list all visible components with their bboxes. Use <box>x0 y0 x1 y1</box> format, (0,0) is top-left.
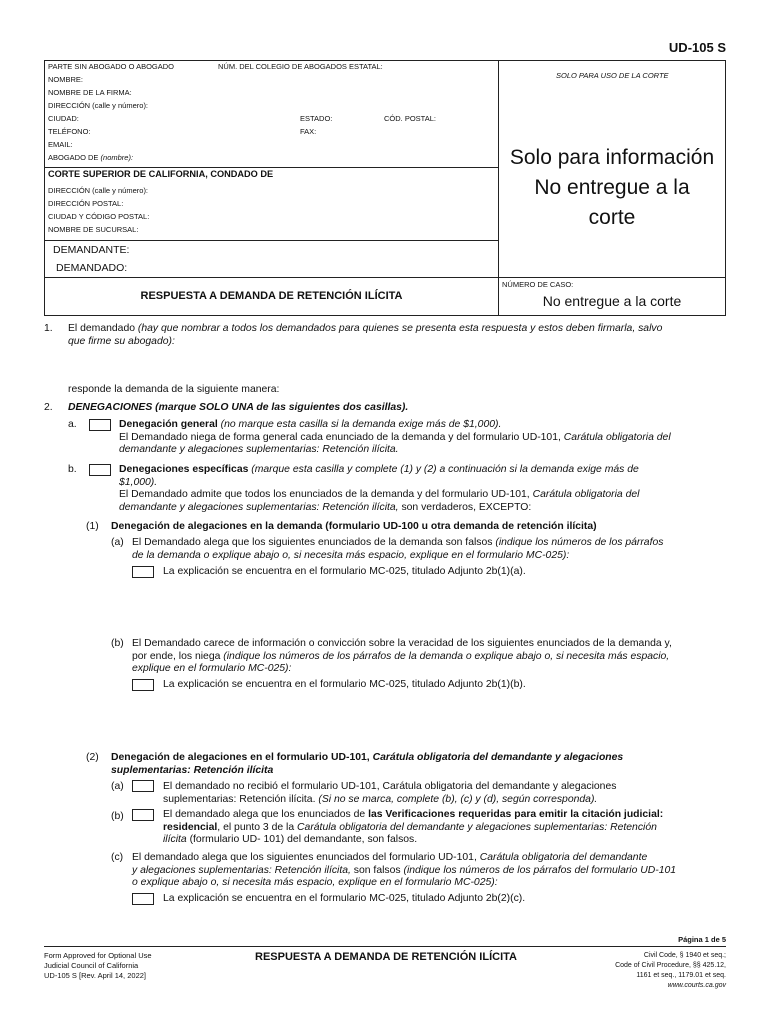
defendant-label[interactable]: DEMANDADO: <box>56 262 128 274</box>
item-2b1b-italic-3: explique en el formulario MC-025): <box>132 663 292 674</box>
item-2b2-number: (2) <box>86 752 99 763</box>
item-1-italic-2: que firme su abogado): <box>68 335 175 347</box>
item-2b-bold: Denegaciones específicas <box>119 464 249 475</box>
info-line-3: corte <box>588 206 636 229</box>
item-2b2a-text <box>163 781 723 806</box>
item-2b2b-bold-2: residencial <box>163 821 218 833</box>
footer-left-2: Judicial Council of California <box>44 961 139 970</box>
item-2b2b-lead-3: (formulario UD- 101) del demandante, son falsos. <box>189 834 418 845</box>
item-2b1a-italic-2: de la demanda o explique abajo o, si necesita más espacio, explique en el formulario MC-025): <box>132 549 570 561</box>
item-1-responds: responde la demanda de la siguiente manera: <box>68 384 280 395</box>
form-number: UD-105 S <box>668 40 726 55</box>
caption-bottom-border <box>44 315 726 316</box>
item-2b-text <box>119 464 729 514</box>
item-2b-line3-italic: Carátula obligatoria del <box>532 489 640 500</box>
court-branch-label[interactable]: NOMBRE DE SUCURSAL: <box>48 225 139 234</box>
specific-denials-checkbox[interactable] <box>89 464 111 476</box>
attachment-2b2c-label: La explicación se encuentra en el formulario MC-025, titulado Adjunto 2b(2)(c). <box>163 893 526 904</box>
info-notice <box>499 143 725 233</box>
footer-right <box>615 951 726 991</box>
item-2b1b-italic-2: (indique los números de los párrafos de la demanda o explique abajo o, si necesita más espacio, <box>223 650 670 662</box>
footer-right-2: Code of Civil Procedure, §§ 425.12, <box>615 962 726 969</box>
item-1-lead: El demandado <box>68 323 136 334</box>
item-1-text <box>68 323 728 348</box>
case-number-label: NÚMERO DE CASO: <box>502 280 574 289</box>
item-2a-line2-italic: Carátula obligatoria del <box>563 431 671 443</box>
page-number: Página 1 de 5 <box>678 935 726 944</box>
item-2b2c-lead-2: son falsos <box>353 864 401 876</box>
attorney-for-text: ABOGADO DE <box>48 153 99 162</box>
item-2a-text <box>119 419 729 457</box>
item-2b2c-italic-4: o explique abajo o, si necesita más espacio, explique en el formulario MC-025): <box>132 877 498 888</box>
item-2b1b-text <box>132 638 732 676</box>
item-2b2c-italic: Carátula obligatoria del demandante <box>479 852 648 863</box>
item-2b2c-italic-2: y alegaciones suplementarias: Retención ilícita, <box>132 864 351 876</box>
item-2b2b-letter: (b) <box>111 811 124 822</box>
document-title: RESPUESTA A DEMANDA DE RETENCIÓN ILÍCITA <box>140 290 403 302</box>
item-2a-italic: (no marque esta casilla si la demanda exige más de $1,000). <box>220 419 502 430</box>
title-top-border <box>44 277 726 278</box>
attorney-for-label[interactable] <box>48 153 133 162</box>
item-2b1-title: Denegación de alegaciones en la demanda (formulario UD-100 u otra demanda de retención ilícita) <box>111 521 597 532</box>
item-2b2a-checkbox[interactable] <box>132 780 154 792</box>
item-2b-letter: b. <box>68 464 77 475</box>
fax-field-label[interactable]: FAX: <box>300 127 317 136</box>
footer-left-1: Form Approved for Optional Use <box>44 951 152 960</box>
item-2-number: 2. <box>44 402 53 413</box>
case-number-value[interactable]: No entregue a la corte <box>542 293 682 309</box>
item-1-italic: (hay que nombrar a todos los demandados para quienes se presenta esta respuesta y estos deben firmarla, salvo <box>137 323 663 334</box>
court-mailing-label[interactable]: DIRECCIÓN POSTAL: <box>48 199 124 208</box>
item-2b2b-italic-3: ilícita <box>163 834 187 845</box>
firm-field-label[interactable]: NOMBRE DE LA FIRMA: <box>48 88 132 97</box>
item-2b2-title-italic-2: suplementarias: Retención ilícita <box>111 764 274 776</box>
item-2b1a-text <box>132 537 727 562</box>
item-2b-italic: (marque esta casilla y complete (1) y (2) a continuación si la demanda exige más de <box>251 464 639 475</box>
item-2b2a-lead-2: suplementarias: Retención ilícita. <box>163 793 316 805</box>
attorney-label: PARTE SIN ABOGADO O ABOGADO <box>48 62 175 71</box>
item-2b-line4-italic: demandante y alegaciones suplementarias: Retención ilícita, <box>119 501 399 513</box>
item-2b1b-letter: (b) <box>111 638 124 649</box>
court-address-label[interactable]: DIRECCIÓN (calle y número): <box>48 186 149 195</box>
item-2b2c-letter: (c) <box>111 852 124 863</box>
general-denial-checkbox[interactable] <box>89 419 111 431</box>
item-2b2b-italic-2: Carátula obligatoria del demandante y alegaciones suplementarias: Retención <box>297 821 657 833</box>
item-2b1a-italic: (indique los números de los párrafos <box>495 537 664 548</box>
item-2b2a-lead: El demandado no recibió el formulario UD-101, Carátula obligatoria del demandante y alegaciones <box>163 781 617 792</box>
address-field-label[interactable]: DIRECCIÓN (calle y número): <box>48 101 149 110</box>
court-use-label: SOLO PARA USO DE LA CORTE <box>556 71 669 80</box>
state-field-label[interactable]: ESTADO: <box>300 114 333 123</box>
footer-rule <box>44 946 726 947</box>
item-2b2c-text <box>132 852 732 890</box>
city-field-label[interactable]: CIUDAD: <box>48 114 79 123</box>
item-2a-line3: demandante y alegaciones suplementarias: Retención ilícita. <box>119 444 399 455</box>
name-field-label[interactable]: NOMBRE: <box>48 75 84 84</box>
footer-title: RESPUESTA A DEMANDA DE RETENCIÓN ILÍCITA <box>255 951 517 963</box>
item-2b-italic-2: $1,000). <box>119 476 158 488</box>
item-2b2c-lead: El demandado alega que los siguientes enunciados del formulario UD-101, <box>132 852 477 863</box>
item-2a-letter: a. <box>68 419 77 430</box>
attorney-for-italic: (nombre): <box>100 153 134 162</box>
email-field-label[interactable]: EMAIL: <box>48 140 73 149</box>
zip-field-label[interactable]: CÓD. POSTAL: <box>384 114 436 123</box>
phone-field-label[interactable]: TELÉFONO: <box>48 127 91 136</box>
item-2b2-title-italic: Carátula obligatoria del demandante y alegaciones <box>372 752 624 763</box>
item-2b1b-lead-2: por ende, los niega <box>132 650 221 662</box>
court-city-label[interactable]: CIUDAD Y CÓDIGO POSTAL: <box>48 212 150 221</box>
courts-website-link[interactable]: www.courts.ca.gov <box>667 982 726 989</box>
court-top-border <box>44 167 499 168</box>
item-2b1a-letter: (a) <box>111 537 124 548</box>
item-2a-bold: Denegación general <box>119 419 218 430</box>
item-2a-line2: El Demandado niega de forma general cada enunciado de la demanda y del formulario UD-101, <box>119 431 561 443</box>
item-1-number: 1. <box>44 323 53 334</box>
caption-top-border <box>44 60 726 61</box>
attachment-2b1a-label: La explicación se encuentra en el formulario MC-025, titulado Adjunto 2b(1)(a). <box>163 566 526 577</box>
item-2b2b-lead-2: , el punto 3 de la <box>217 821 295 833</box>
info-line-2: No entregue a la <box>534 176 690 199</box>
footer-right-1: Civil Code, § 1940 et seq.; <box>643 952 726 959</box>
item-2b2b-bold: las Verificaciones requeridas para emitir la citación judicial: <box>368 809 664 820</box>
item-2b2b-text <box>163 809 723 847</box>
item-2b2c-italic-3: (indique los números de los párrafos del formulario UD-101 <box>403 864 677 876</box>
item-2b2b-lead: El demandado alega que los enunciados de <box>163 809 366 820</box>
court-title: CORTE SUPERIOR DE CALIFORNIA, CONDADO DE <box>48 169 274 179</box>
info-line-1: Solo para información <box>509 146 715 169</box>
plaintiff-label[interactable]: DEMANDANTE: <box>53 244 130 256</box>
parties-top-border <box>44 240 499 241</box>
attachment-2b2c-checkbox[interactable] <box>132 893 154 905</box>
attachment-2b1b-label: La explicación se encuentra en el formulario MC-025, titulado Adjunto 2b(1)(b). <box>163 679 526 690</box>
footer-left-3: UD-105 S [Rev. April 14, 2022] <box>44 971 146 980</box>
item-2b2a-letter: (a) <box>111 781 124 792</box>
item-2b2-title <box>111 752 721 777</box>
footer-right-3: 1161 et seq., 1179.01 et seq. <box>636 972 726 979</box>
footer-left <box>44 951 152 981</box>
item-2b1-number: (1) <box>86 521 99 532</box>
item-2b1a-lead: El Demandado alega que los siguientes enunciados de la demanda son falsos <box>132 537 493 548</box>
item-2b1b-lead: El Demandado carece de información o convicción sobre la veracidad de los siguientes enunciados de la demanda y, <box>132 638 672 649</box>
item-2-title: DENEGACIONES (marque SOLO UNA de las siguientes dos casillas). <box>68 402 409 413</box>
item-2b2a-italic-2: (Si no se marca, complete (b), (c) y (d), según corresponda). <box>318 793 598 805</box>
item-2b-line4: son verdaderos, EXCEPTO: <box>401 501 532 513</box>
attachment-2b1a-checkbox[interactable] <box>132 566 154 578</box>
attachment-2b1b-checkbox[interactable] <box>132 679 154 691</box>
item-2b2-title-lead: Denegación de alegaciones en el formulario UD-101, <box>111 752 370 763</box>
bar-number-label: NÚM. DEL COLEGIO DE ABOGADOS ESTATAL: <box>218 62 383 71</box>
item-2b2b-checkbox[interactable] <box>132 809 154 821</box>
item-2b-line3: El Demandado admite que todos los enunciados de la demanda y del formulario UD-101, <box>119 489 530 500</box>
